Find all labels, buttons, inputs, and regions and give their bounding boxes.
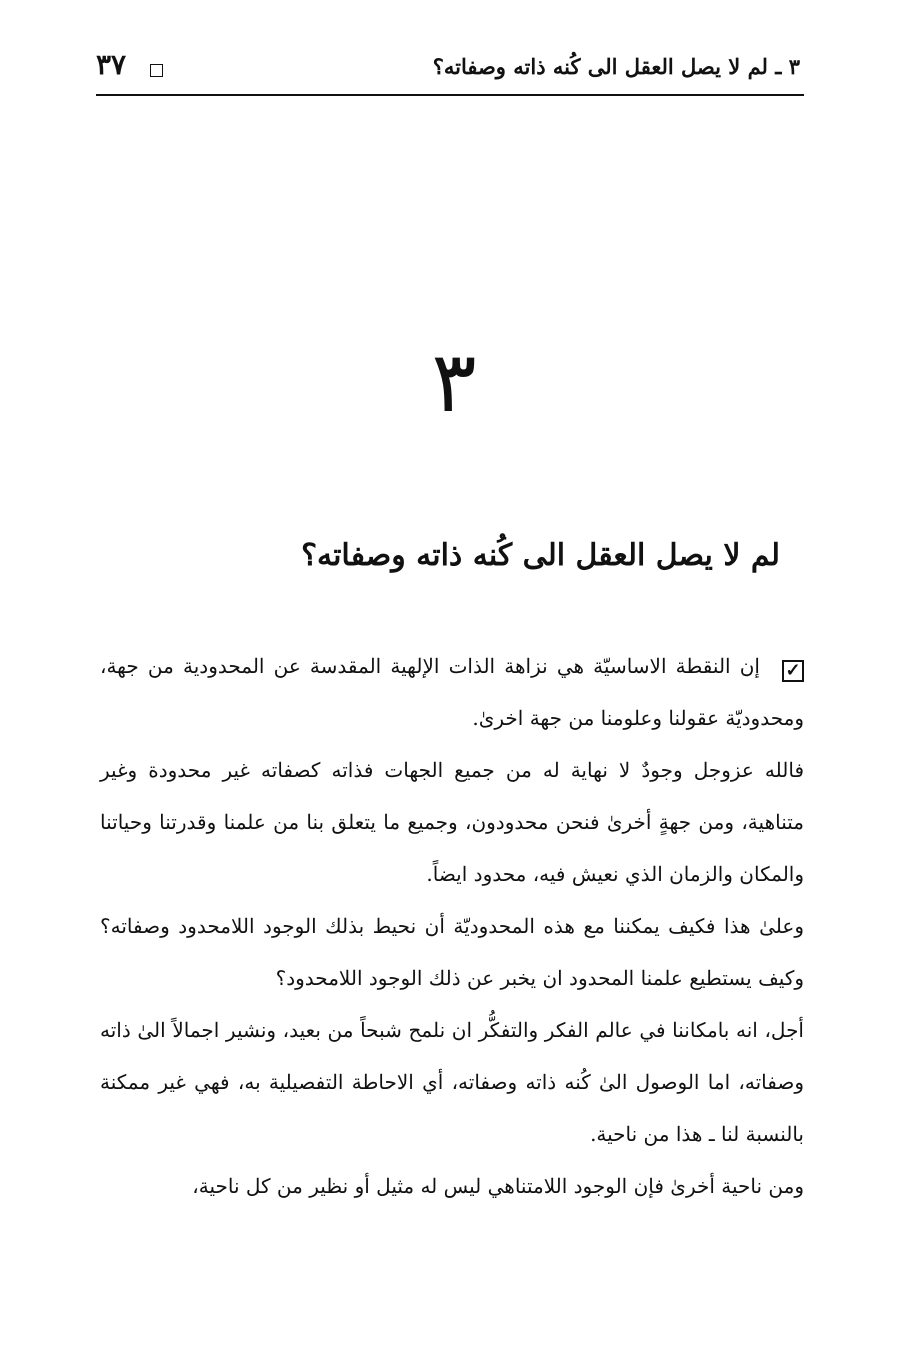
chapter-number: ٣ (431, 333, 477, 431)
paragraph-4: أجل، انه بامكاننا في عالم الفكر والتفكُّر ان نلمح شبحاً من بعيد، ونشير اجمالاً الىٰ ذاته وصفاته، اما الوصول الىٰ كُنه ذاته وصفاته، أي الاحاطة التفصيلية به، فهي غير ممكنة بالنسبة لنا ـ هذا من ناحية. (100, 1018, 804, 1146)
paragraph-5: ومن ناحية أخرىٰ فإن الوجود اللامتناهي ليس له مثيل أو نظير من كل ناحية، (192, 1174, 804, 1198)
running-header-title: ٣ ـ لم لا يصل العقل الى كُنه ذاته وصفاته؟ (432, 54, 800, 79)
body-text (100, 640, 804, 1212)
paragraph-1-text: إن النقطة الاساسيّة هي نزاهة الذات الإلهية المقدسة عن المحدودية من جهة، ومحدوديّة عقولنا وعلومنا من جهة اخرىٰ. (100, 654, 804, 730)
paragraph-1 (100, 640, 804, 744)
chapter-title: لم لا يصل العقل الى كُنه ذاته وصفاته؟ (301, 538, 780, 573)
running-header (96, 44, 804, 96)
square-ornament-icon (150, 64, 163, 77)
checkbox-icon: ✓ (782, 660, 804, 682)
paragraph-3: وعلىٰ هذا فكيف يمكننا مع هذه المحدوديّة أن نحيط بذلك الوجود اللامحدود وصفاته؟ وكيف يستطيع علمنا المحدود ان يخبر عن ذلك الوجود اللامحدود؟ (100, 914, 804, 990)
paragraph-2: فالله عزوجل وجودٌ لا نهاية له من جميع الجهات فذاته كصفاته غير محدودة وغير متناهية، ومن جهةٍ أخرىٰ فنحن محدودون، وجميع ما يتعلق بنا من علمنا وقدرتنا وحياتنا والمكان والزمان الذي نعيش فيه، محدود ايضاً. (100, 758, 804, 886)
page-number: ٣٧ (96, 48, 127, 81)
